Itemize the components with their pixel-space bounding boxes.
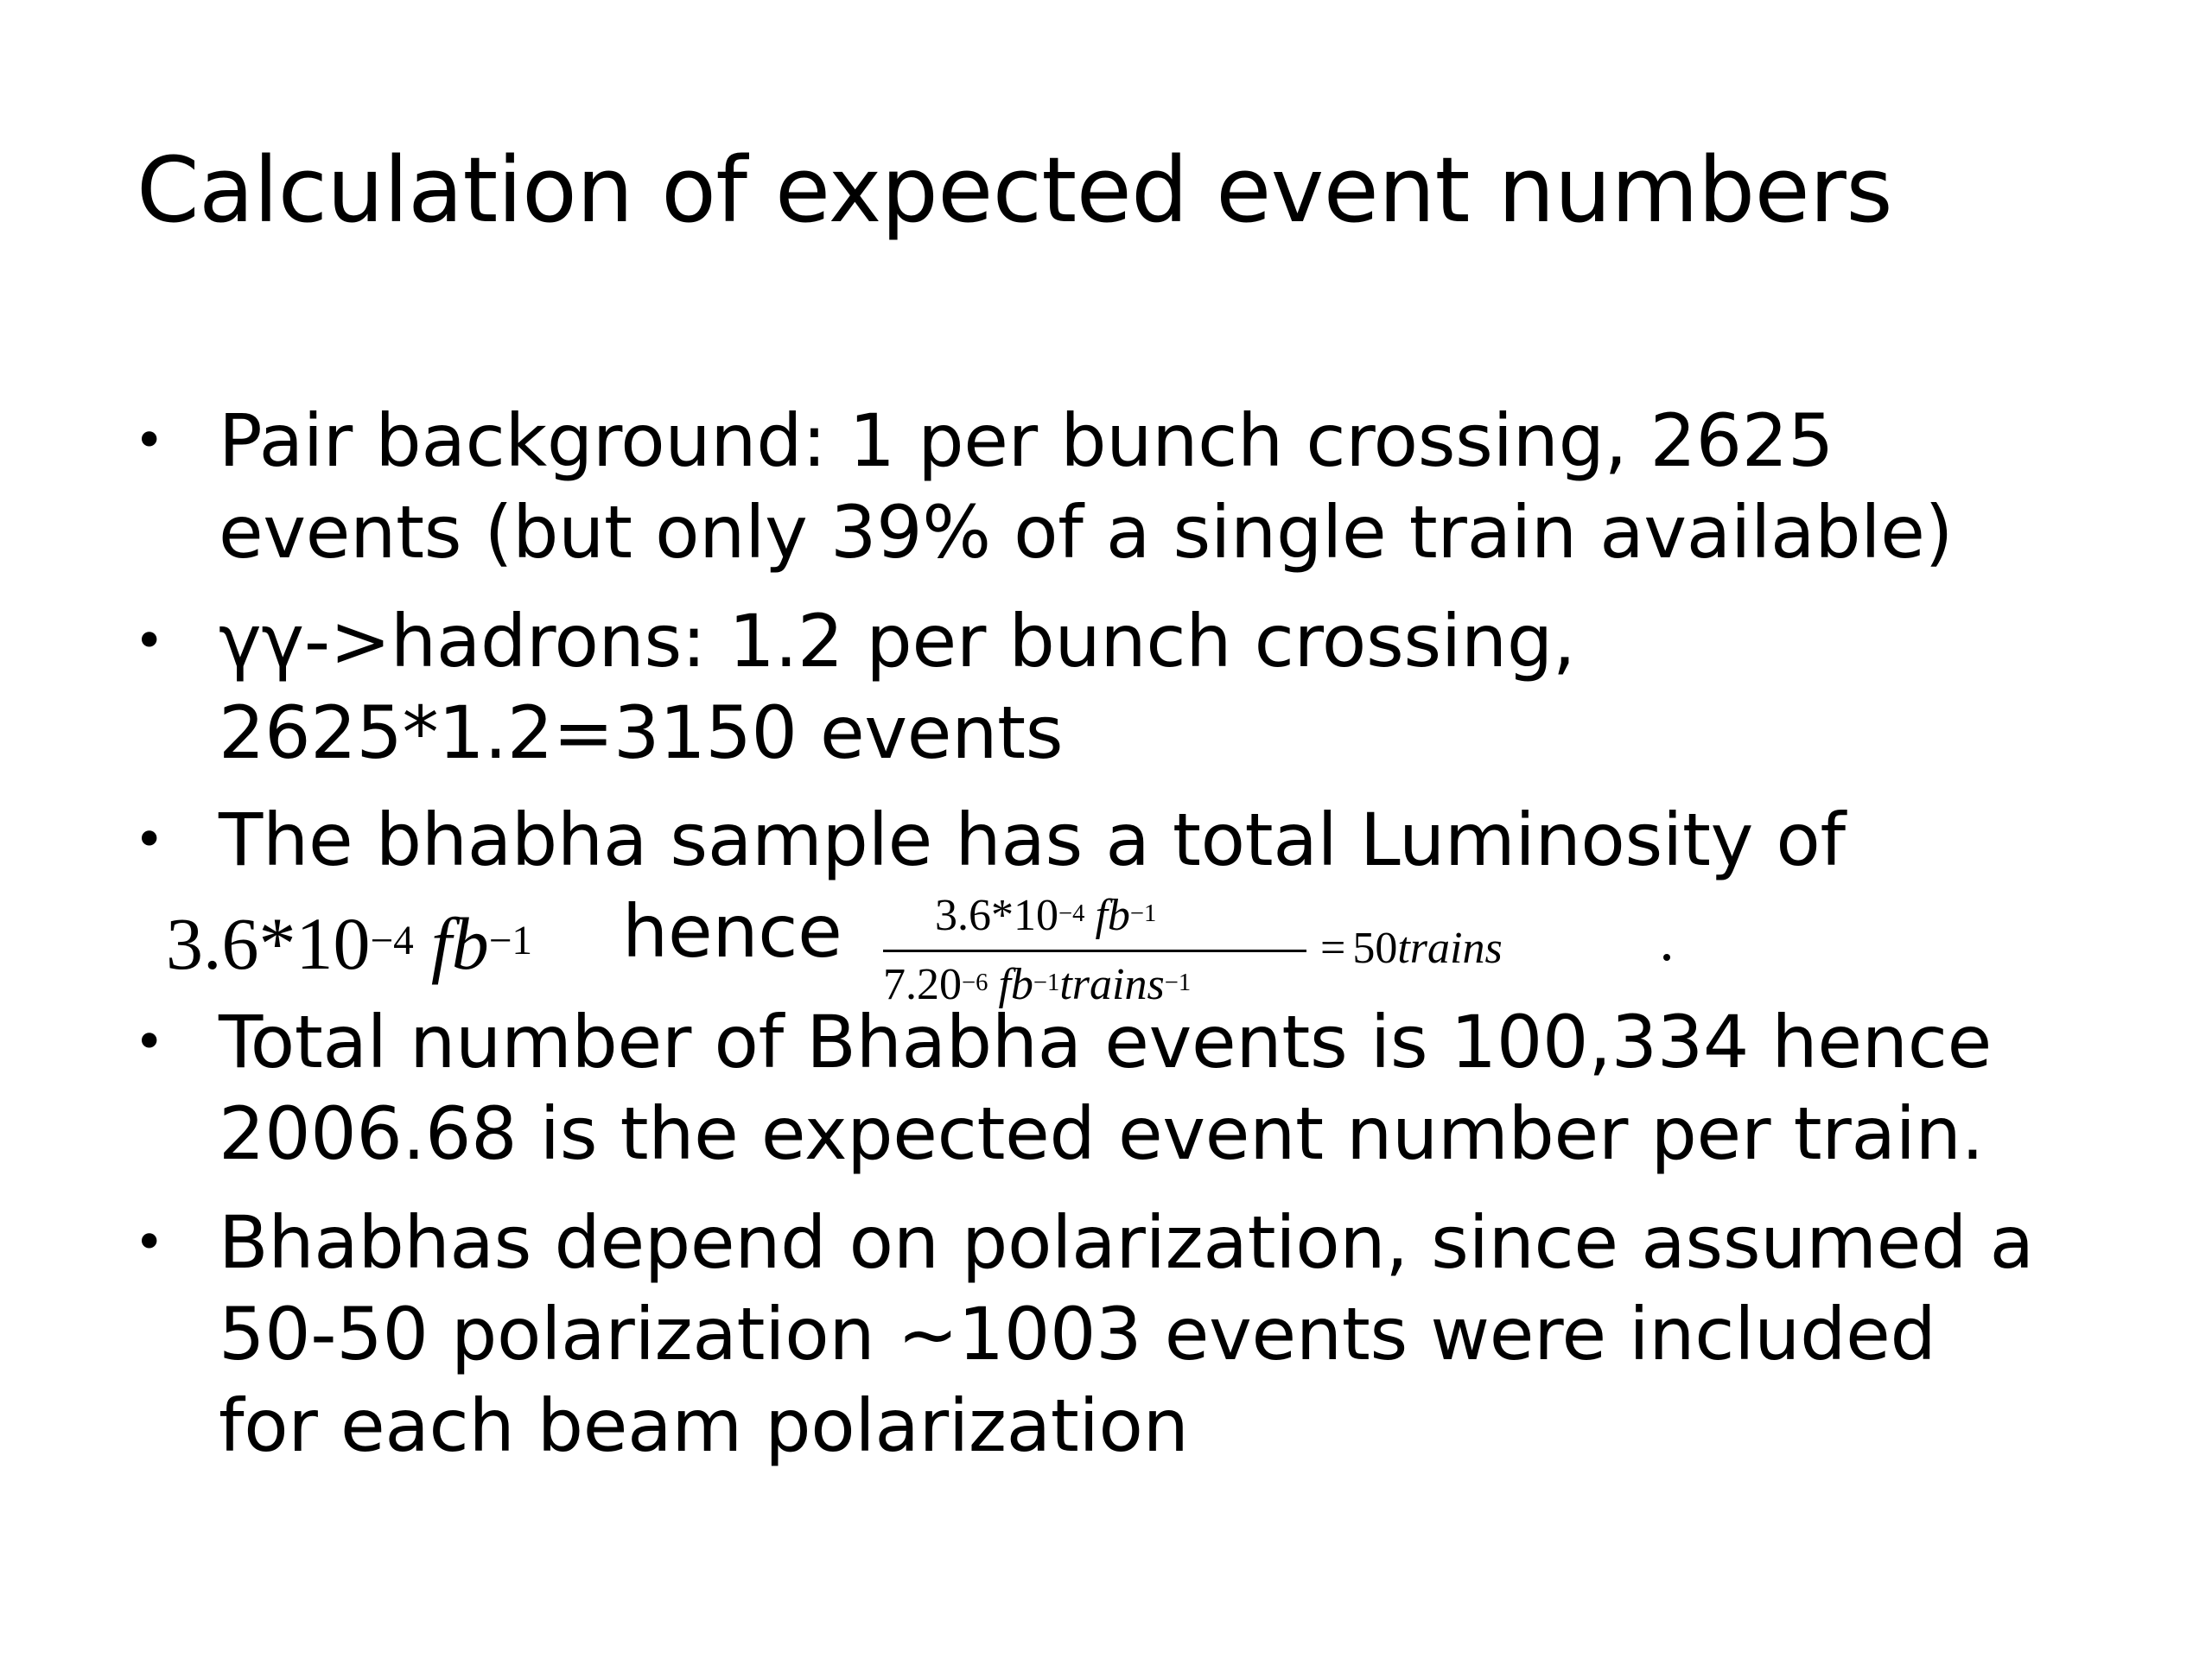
luminosity-unit: fb [430,902,489,985]
bullet-text-line: γγ->hadrons: 1.2 per bunch crossing, [219,599,1576,683]
numerator-times: * [991,891,1014,940]
numerator-mantissa: 3.6 [935,891,991,940]
denominator-unit-exponent: −1 [1033,969,1060,996]
denominator-unit: fb [998,960,1033,1009]
bullet-marker: • [134,810,165,870]
luminosity-exponent: −4 [370,918,414,964]
bullet-text-line: 2006.68 is the expected event number per train. [219,1091,1984,1176]
denominator-mantissa: 7.20 [883,960,962,1009]
bullet-text-line: events (but only 39% of a single train available) [219,490,1954,575]
bullet-text-line: 50-50 polarization ~1003 events were included [219,1292,1936,1376]
period-dot [1663,954,1670,961]
bullet-text-line: for each beam polarization [219,1383,1189,1468]
bullet-marker: • [134,611,165,671]
numerator-ten: 10 [1014,891,1058,940]
bullet-text-line: The bhabha sample has a total Luminosity of [219,798,1846,882]
bullet-marker: • [134,410,165,471]
fraction-bar [883,950,1306,952]
slide-title: Calculation of expected event numbers [137,137,1893,243]
numerator-exponent: −4 [1058,900,1085,927]
luminosity-expression [166,900,532,999]
result-value: 50 [1352,924,1398,973]
bullet-text-line: 2625*1.2=3150 events [219,690,1064,775]
ten: 10 [296,902,371,985]
denominator-trains: trains [1059,960,1165,1009]
equals-sign: = [1320,924,1346,973]
numerator-unit: fb [1095,891,1130,940]
bullet-marker: • [134,1012,165,1072]
bullet-text-line: Bhabhas depend on polarization, since assumed a [219,1200,2034,1285]
result-unit: trains [1397,924,1503,973]
bullet-text-line: Pair background: 1 per bunch crossing, 2625 [219,398,1834,483]
bullet-text-line: Total number of Bhabha events is 100,334 hence [219,1000,1992,1084]
times-symbol: * [258,902,296,985]
luminosity-unit-exponent: −1 [488,918,533,964]
equation-result [1320,923,1503,975]
luminosity-mantissa: 3.6 [166,902,259,985]
hence-word: hence [622,889,842,974]
denominator-trains-exponent: −1 [1164,969,1192,996]
denominator-exponent: −6 [962,969,988,996]
numerator-unit-exponent: −1 [1129,900,1157,927]
fraction-numerator [935,890,1156,949]
bullet-marker: • [134,1212,165,1273]
